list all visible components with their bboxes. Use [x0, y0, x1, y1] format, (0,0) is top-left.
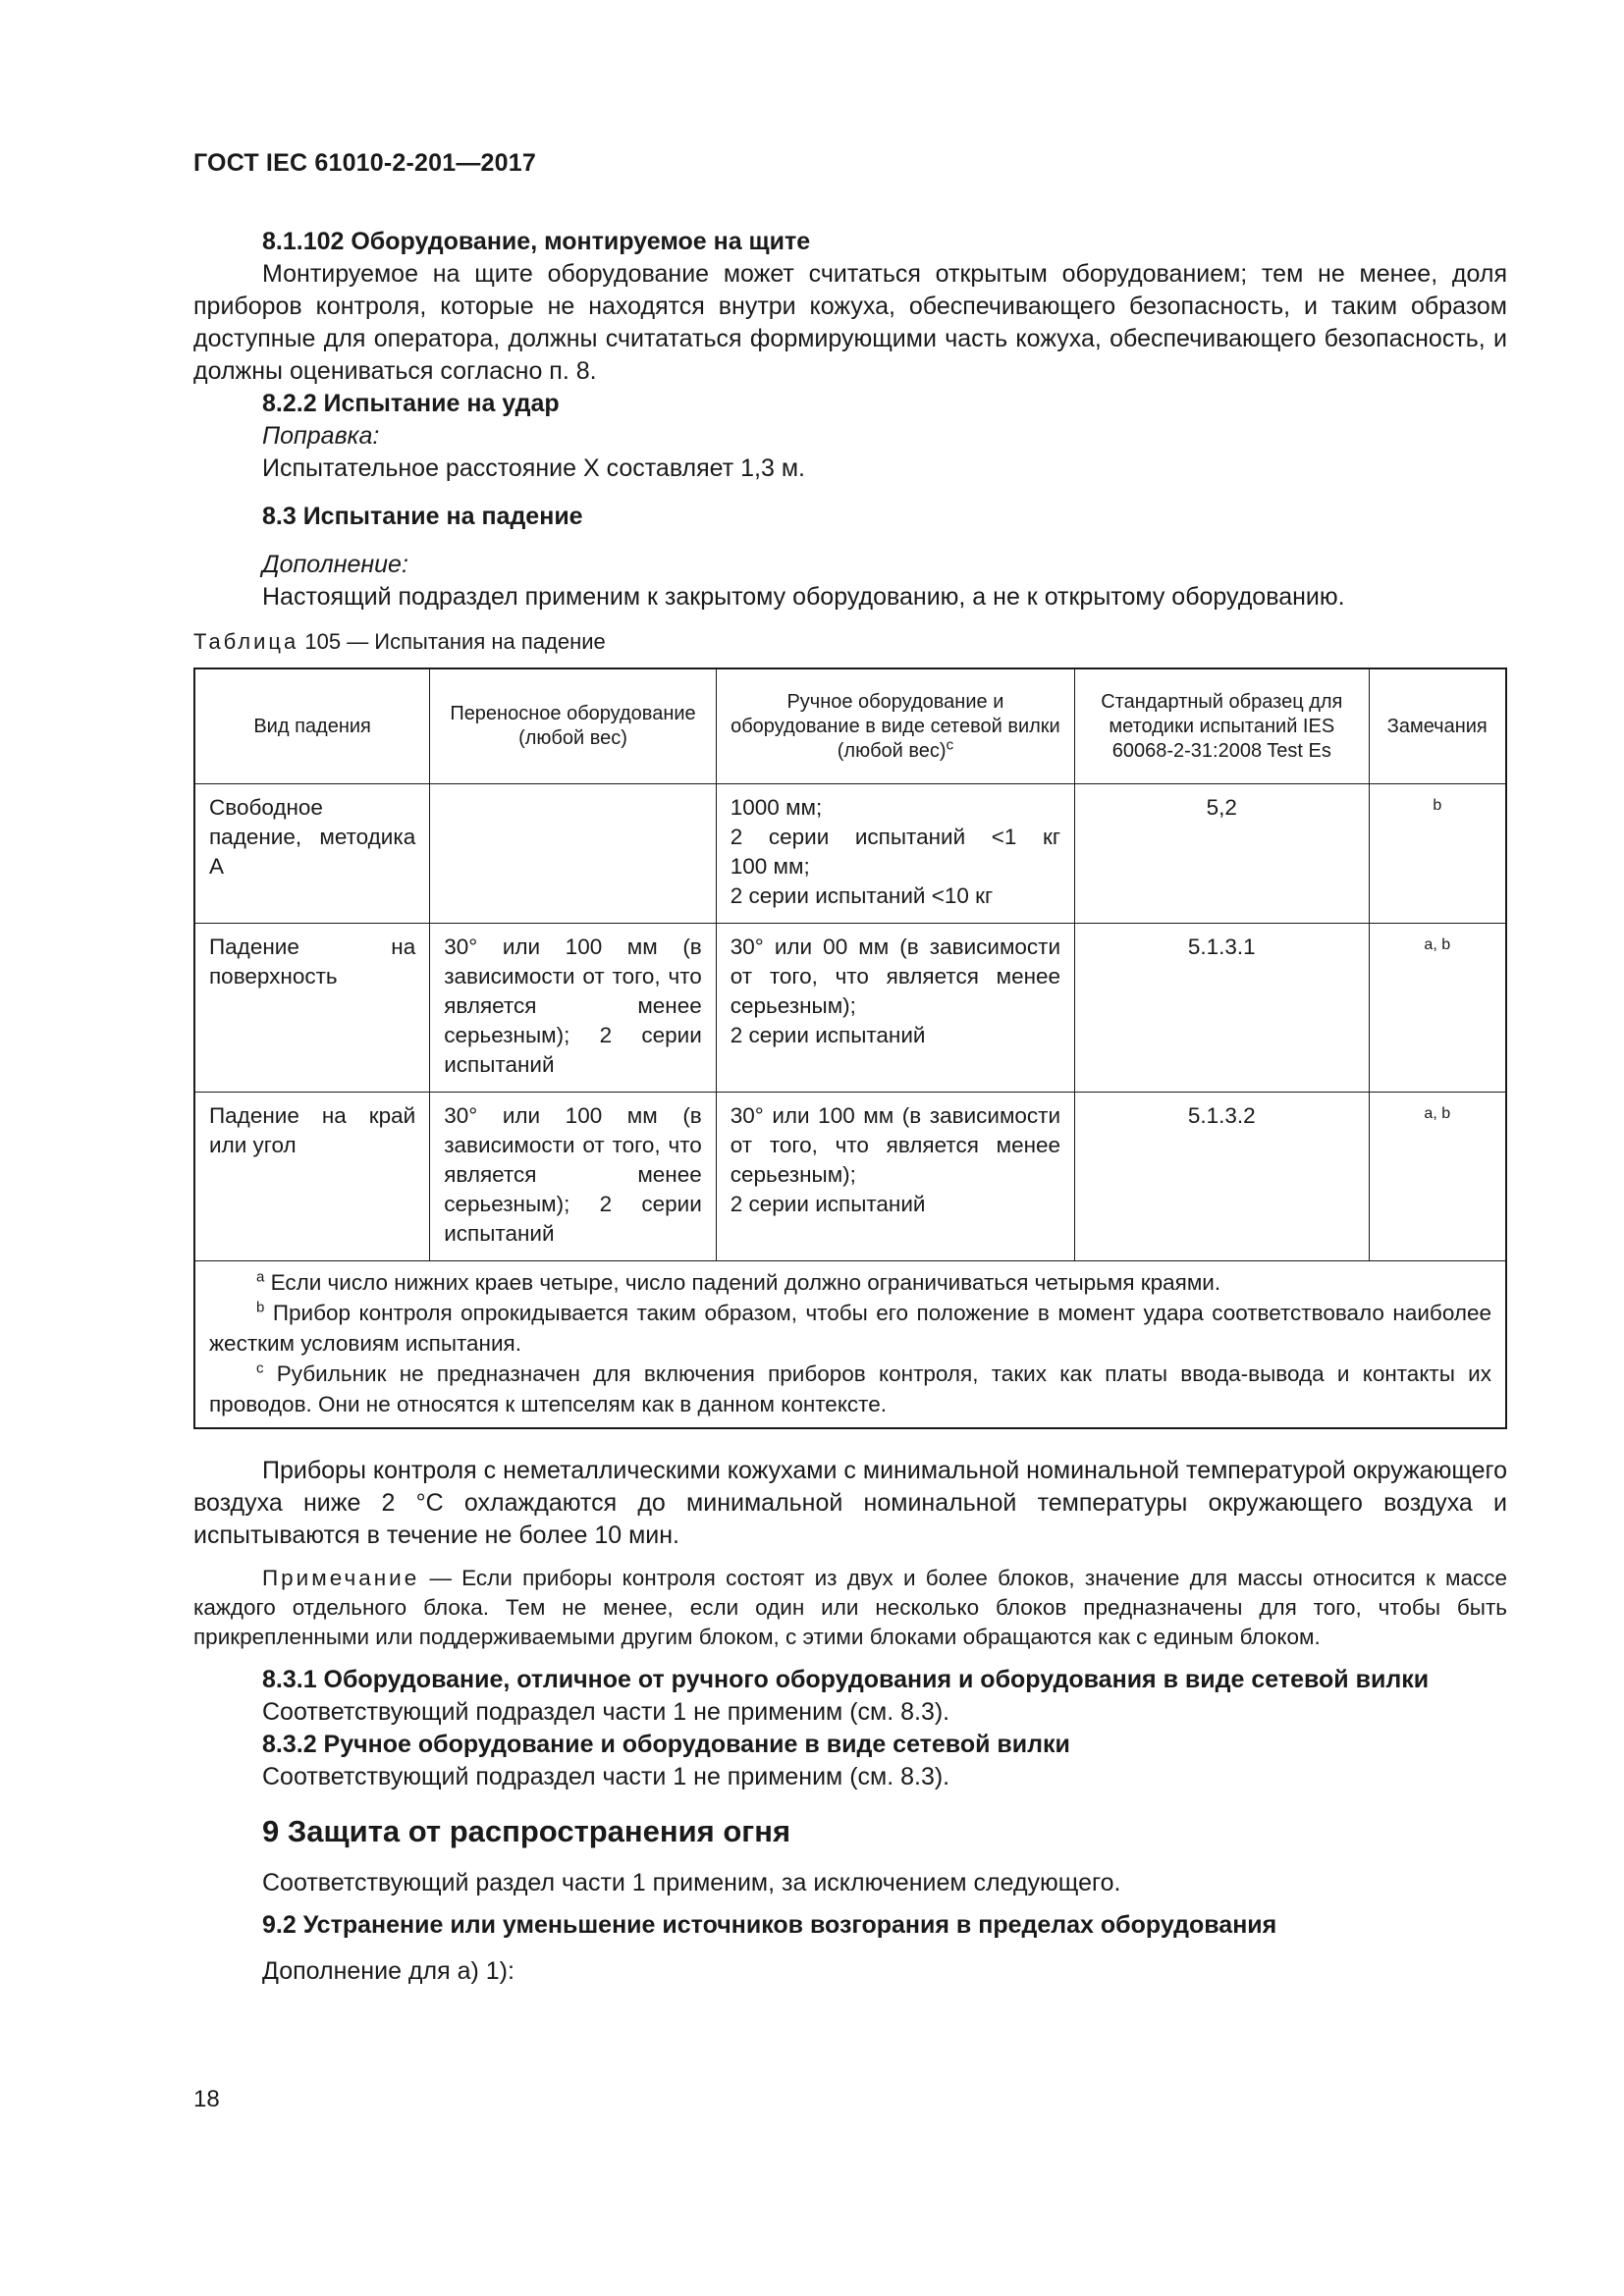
table-caption-word: Таблица [193, 629, 299, 654]
header-hand-held: Ручное оборудование и оборудование в виде сетевой вилки (любой вес)$^c$ [716, 668, 1074, 784]
cell-remark: a, b [1369, 1093, 1506, 1261]
heading-8-2-2: 8.2.2 Испытание на удар [262, 390, 560, 417]
table-footnotes [194, 1261, 1506, 1429]
heading-8-3: 8.3 Испытание на падение [262, 503, 583, 530]
page-number: 18 [193, 2086, 220, 2112]
document-header: ГОСТ IEC 61010-2-201—2017 [193, 149, 536, 177]
paragraph-8-2-2: Испытательное расстояние X составляет 1,3 м. [262, 454, 805, 482]
heading-8-1-102: 8.1.102 Оборудование, монтируемое на щите [262, 228, 811, 255]
header-standard: Стандартный образец для методики испытаний IES 60068-2-31:2008 Test Es [1075, 668, 1369, 784]
footnote-c: $^c$ Рубильник не предназначен для включения приборов контроля, таких как платы ввода-вывода и контакты их проводов. Они не относятся к штепселям как в данном контексте. [209, 1360, 1491, 1416]
note [193, 1564, 1507, 1652]
cell-portable: 30° или 100 мм (в зависимости от того, что является менее серьезным); 2 серии испытаний [430, 1093, 717, 1261]
table-row [194, 924, 1506, 1093]
paragraph-8-3: Настоящий подраздел применим к закрытому оборудованию, а не к открытому оборудованию. [262, 583, 1345, 611]
header-footnote-mark: c [946, 735, 954, 753]
cell-remark: a, b [1369, 924, 1506, 1093]
table-row [194, 1093, 1506, 1261]
cell-portable [430, 784, 717, 924]
heading-8-3-1: 8.3.1 Оборудование, отличное от ручного оборудования и оборудования в виде сетевой вилки [262, 1666, 1430, 1693]
cell-standard: 5,2 [1075, 784, 1369, 924]
amendment-label: Поправка: [262, 422, 380, 450]
table-footnotes-row [194, 1261, 1506, 1429]
table-caption [193, 625, 1507, 658]
header-portable: Переносное оборудование (любой вес) [430, 668, 717, 784]
paragraph-8-3-1: Соответствующий подраздел части 1 не применим (см. 8.3). [262, 1698, 950, 1726]
table-row [194, 784, 1506, 924]
cell-remark: b [1369, 784, 1506, 924]
note-text: — Если приборы контроля состоят из двух и более блоков, значение для массы относится к массе каждого отдельного блока. Тем не менее, если один или несколько блоков предназначены для того, чтобы быть прикрепленными или поддерживаемыми другим блоком, с этими блоками обращаются как с единым блоком. [193, 1566, 1507, 1649]
cell-portable: 30° или 100 мм (в зависимости от того, что является менее серьезным); 2 серии испытаний [430, 924, 717, 1093]
cell-drop-type: Свободное падение, методика А [194, 784, 430, 924]
table-caption-title: 105 — Испытания на падение [298, 629, 606, 654]
paragraph-9-2: Дополнение для а) 1): [262, 1957, 514, 1985]
cell-drop-type: Падение на край или угол [194, 1093, 430, 1261]
heading-9-2: 9.2 Устранение или уменьшение источников возгорания в пределах оборудования [262, 1911, 1277, 1939]
heading-section-9: 9 Защита от распространения огня [262, 1814, 791, 1848]
header-remarks: Замечания [1369, 668, 1506, 784]
cell-standard: 5.1.3.1 [1075, 924, 1369, 1093]
cell-hand-held: 30° или 100 мм (в зависимости от того, что является менее серьезным); 2 серии испытаний [716, 1093, 1074, 1261]
cell-drop-type: Падение на поверхность [194, 924, 430, 1093]
footnote-a: $^a$ Если число нижних краев четыре, число падений должно ограничиваться четырьмя краями. [256, 1268, 1221, 1295]
note-label: Примечание [262, 1566, 420, 1590]
paragraph-8-1-102: Монтируемое на щите оборудование может считаться открытым оборудованием; тем не менее, доля приборов контроля, которые не находятся внутри кожуха, обеспечивающего безопасность, и таким образом доступные для оператора, должны считататься формирующими часть кожуха, обеспечивающего безопасность, и должны оцениваться согласно п. 8. [193, 260, 1507, 385]
document-body [193, 226, 1507, 1988]
header-drop-type: Вид падения [194, 668, 430, 784]
addition-label: Дополнение: [262, 551, 408, 578]
table-header-row [194, 668, 1506, 784]
cell-standard: 5.1.3.2 [1075, 1093, 1369, 1261]
cell-hand-held: 30° или 00 мм (в зависимости от того, что является менее серьезным); 2 серии испытаний [716, 924, 1074, 1093]
heading-8-3-2: 8.3.2 Ручное оборудование и оборудование в виде сетевой вилки [262, 1731, 1070, 1758]
paragraph-section-9: Соответствующий раздел части 1 применим, за исключением следующего. [262, 1869, 1121, 1896]
footnote-b: $^b$ Прибор контроля опрокидывается таким образом, чтобы его положение в момент удара соответствовало наиболее жестким условиям испытания. [209, 1299, 1491, 1356]
drop-test-table [193, 667, 1507, 1429]
paragraph-8-3-2: Соответствующий подраздел части 1 не применим (см. 8.3). [262, 1763, 950, 1790]
cell-hand-held: 1000 мм; 2 серии испытаний <1 кг 100 мм; 2 серии испытаний <10 кг [716, 784, 1074, 924]
paragraph-cold-conditioning: Приборы контроля с неметаллическими кожухами с минимальной номинальной температурой окружающего воздуха ниже 2 °C охлаждаются до минимальной номинальной температуры окружающего воздуха и испытываются в течение не более 10 мин. [193, 1457, 1507, 1549]
